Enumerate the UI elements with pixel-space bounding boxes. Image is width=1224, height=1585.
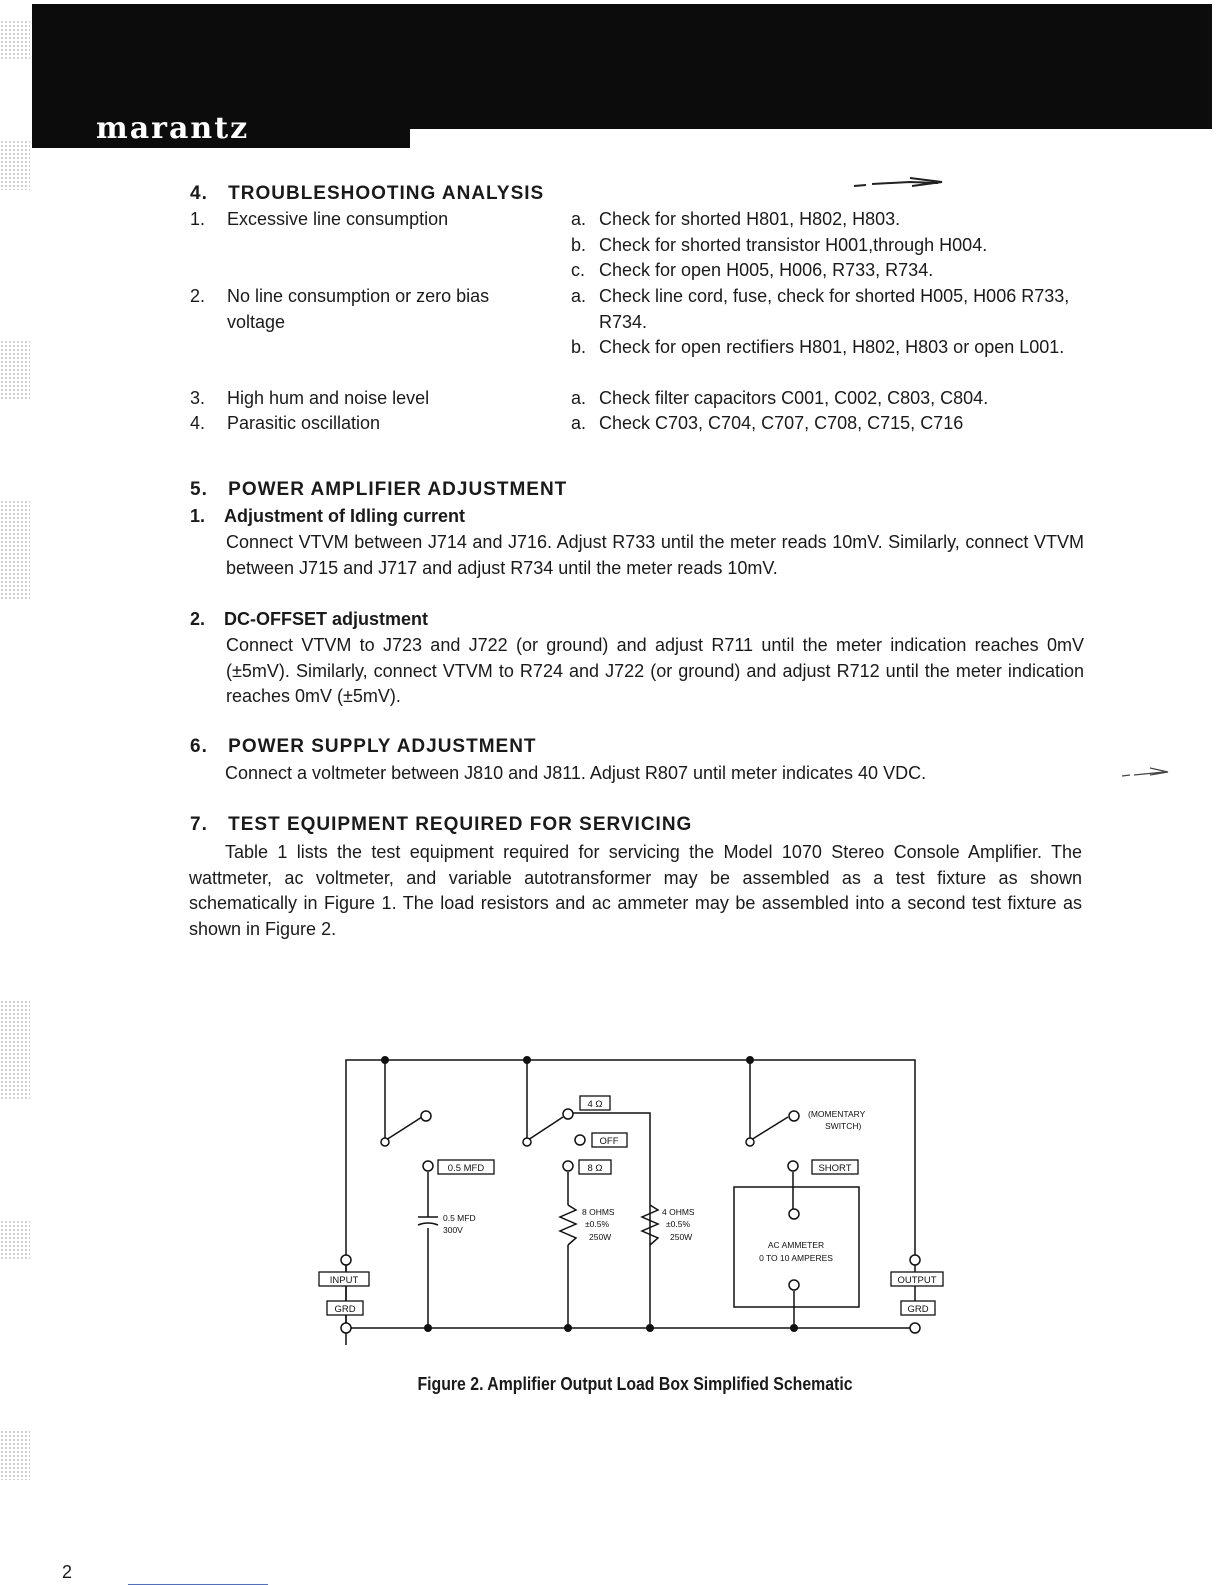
switch-blade [528,1117,563,1140]
brand-logo: marantz [96,111,250,146]
switch-terminal [563,1109,573,1119]
check-text: Check C703, C704, C707, C708, C715, C716 [599,413,964,433]
arrow-mark [1120,762,1180,782]
switch-label: SHORT [818,1163,852,1174]
switch-blade [386,1117,422,1140]
input-terminal [341,1255,351,1265]
grd-label: GRD [907,1304,929,1315]
check-text: Check for open rectifiers H801, H802, H803 or open L001. [599,337,1065,357]
check-letter: a. [571,388,587,408]
page-number: 2 [62,1562,73,1582]
check-letter: b. [571,235,587,255]
terminal [789,1280,799,1290]
sub-heading: 1. Adjustment of Idling current [190,506,466,526]
sub-heading: 2. DC-OFFSET adjustment [190,609,429,629]
momentary-label: SWITCH) [825,1121,862,1131]
symptom-text: High hum and noise level [227,388,430,408]
item-number: 4. [190,413,206,433]
switch-label: OFF [599,1136,619,1147]
resistor-label: 250W [589,1232,612,1242]
section-heading: 4. TROUBLESHOOTING ANALYSIS [190,183,545,204]
check-letter: c. [571,260,586,280]
terminal [789,1209,799,1219]
check-text: Check line cord, fuse, check for shorted H005, H006 R733, R734. [599,286,1070,332]
section-heading: 6. POWER SUPPLY ADJUSTMENT [190,736,537,757]
check-letter: a. [571,413,587,433]
arrow-mark [850,172,950,192]
symptom-text: Parasitic oscillation [227,413,381,433]
check-letter: b. [571,337,587,357]
switch-terminal [789,1111,799,1121]
switch-label: 8 Ω [587,1163,603,1174]
ammeter-label: AC AMMETER [767,1240,825,1250]
figure-caption: Figure 2. Amplifier Output Load Box Simplified Schematic [417,1374,853,1394]
ground-terminal [341,1323,351,1333]
switch-label: 0.5 MFD [447,1163,485,1174]
output-label: OUTPUT [897,1275,937,1286]
terminal [575,1135,585,1145]
scan-edge-mark [0,1220,30,1260]
resistor-label: 8 OHMS [582,1207,615,1217]
scan-edge-mark [0,140,30,190]
cap-value: 0.5 MFD [443,1213,476,1223]
check-text: Check for shorted transistor H001,through H004. [599,235,988,255]
resistor-label: ±0.5% [585,1219,610,1229]
scan-edge-mark [0,20,30,60]
paragraph: Connect VTVM between J714 and J716. Adjust R733 until the meter reads 10mV. Similarly, connect VTVM between J715 and J717 and adjust R734 until the meter reads 10mV. [226,532,1084,578]
resistor-label: 250W [670,1232,693,1242]
resistor-8ohm [560,1205,576,1245]
capacitor-symbol [418,1217,438,1225]
grd-label: GRD [334,1304,356,1315]
terminal [788,1161,798,1171]
check-text: Check filter capacitors C001, C002, C803, C804. [599,388,989,408]
momentary-label: (MOMENTARY [808,1109,866,1119]
switch-terminal [421,1111,431,1121]
switch-label: 4 Ω [587,1099,603,1110]
load-box-schematic [300,1045,960,1345]
terminal [563,1161,573,1171]
resistor-label: ±0.5% [666,1219,691,1229]
ammeter-label: 0 TO 10 AMPERES [759,1253,833,1263]
ground-terminal [910,1323,920,1333]
check-text: Check for shorted H801, H802, H803. [599,209,901,229]
scan-edge-mark [0,1430,30,1480]
paragraph: Connect a voltmeter between J810 and J811. Adjust R807 until meter indicates 40 VDC. [225,763,927,783]
terminal [423,1161,433,1171]
switch-blade [751,1117,788,1140]
scan-edge-mark [0,500,30,600]
check-text: Check for open H005, H006, R733, R734. [599,260,934,280]
scan-edge-mark [0,340,30,400]
output-terminal [910,1255,920,1265]
input-label: INPUT [329,1275,359,1286]
paragraph: Connect VTVM to J723 and J722 (or ground) and adjust R711 until the meter indication reaches 0mV (±5mV). Similarly, connect VTVM to R724 and J722 (or ground) and adjust R712 until the meter indication reaches 0mV (±5mV). [226,635,1084,706]
cap-voltage: 300V [443,1225,463,1235]
outer-wire [346,1060,915,1345]
item-number: 1. [190,209,206,229]
item-number: 2. [190,286,206,306]
section-heading: 7. TEST EQUIPMENT REQUIRED FOR SERVICING [190,814,693,835]
section-heading: 5. POWER AMPLIFIER ADJUSTMENT [190,479,568,500]
symptom-text: No line consumption or zero bias voltage [227,286,490,332]
item-number: 3. [190,388,206,408]
paragraph: Table 1 lists the test equipment required for servicing the Model 1070 Stereo Console Amplifier. The wattmeter, ac voltmeter, and variable autotransformer may be assembled as a test fixture as shown schematically in Figure 1. The load resistors and ac ammeter may be assembled into a second test fixture as shown in Figure 2. [189,842,1082,939]
check-letter: a. [571,209,587,229]
check-letter: a. [571,286,587,306]
symptom-text: Excessive line consumption [227,209,449,229]
resistor-label: 4 OHMS [662,1207,695,1217]
ground-wire [346,1260,915,1328]
scan-edge-mark [0,1000,30,1100]
